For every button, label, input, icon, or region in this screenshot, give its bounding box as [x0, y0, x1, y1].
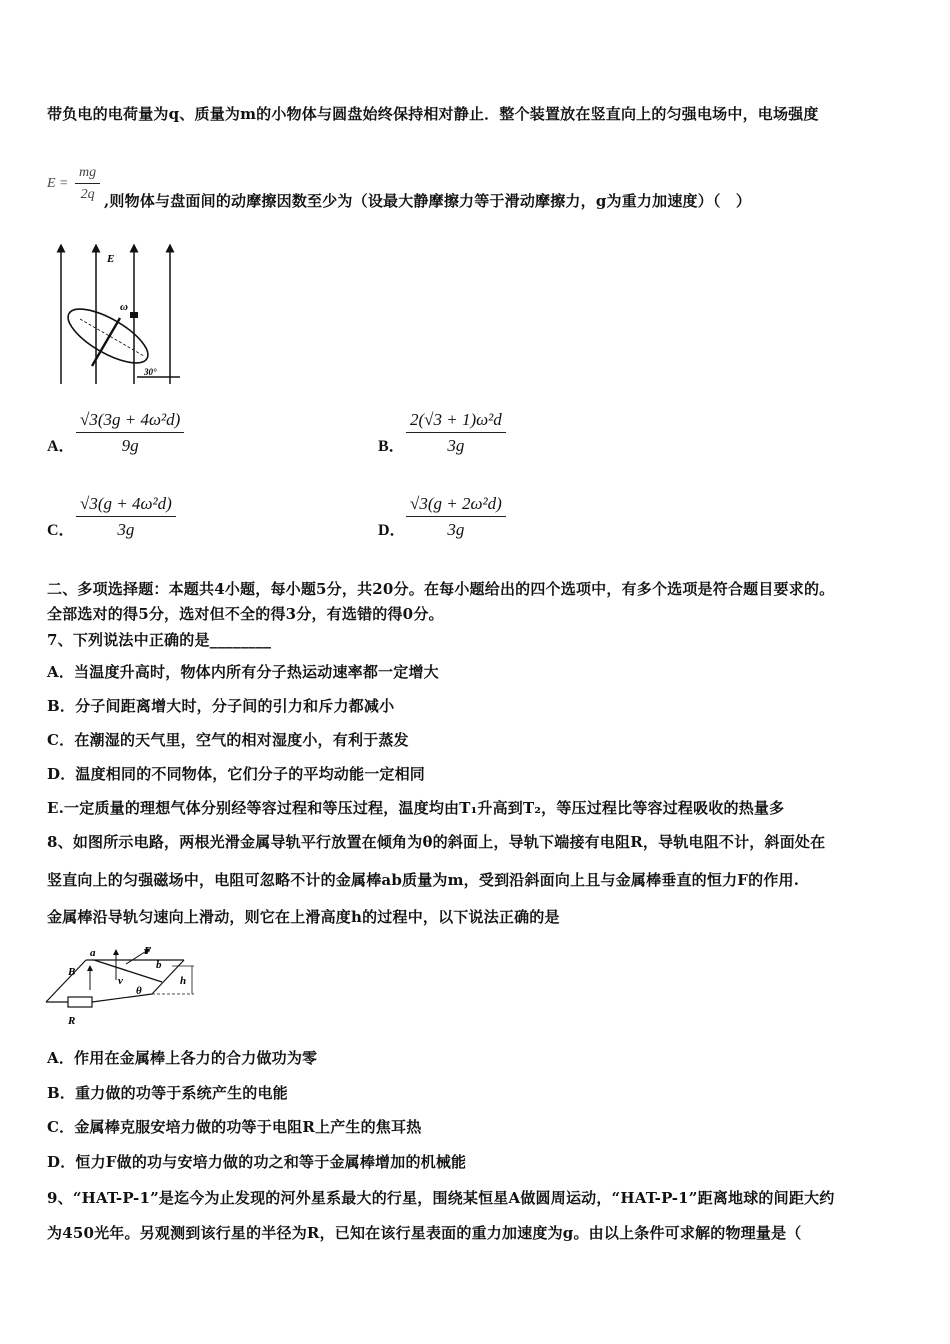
- q6-option-a-numerator: √3(3g + 4ω²d): [76, 410, 184, 433]
- q6-line2: ,则物体与盘面间的动摩擦因数至少为（设最大静摩擦力等于滑动摩擦力，g为重力加速度）（ ）: [104, 192, 752, 210]
- small-object: [130, 312, 138, 318]
- q7-option-e[interactable]: E.一定质量的理想气体分别经等容过程和等压过程，温度均由T₁升高到T₂，等压过程比等容过程吸收的热量多: [47, 799, 785, 817]
- q6-option-c-fraction[interactable]: [76, 494, 176, 540]
- disk-field-figure: [52, 244, 182, 389]
- q6-option-b-fraction[interactable]: [406, 410, 506, 456]
- q6-option-b-numerator: 2(√3 + 1)ω²d: [406, 410, 506, 433]
- q6-option-b-label: B．: [378, 438, 405, 455]
- q6-option-c-label: C．: [47, 522, 75, 539]
- label-theta: θ: [136, 985, 142, 997]
- q8-option-d[interactable]: D．恒力F做的功与安培力做的功之和等于金属棒增加的机械能: [47, 1153, 467, 1171]
- efield-fraction: [75, 165, 100, 203]
- q6-line1: 带负电的电荷量为q、质量为m的小物体与圆盘始终保持相对静止．整个装置放在竖直向上的匀强电场中，电场强度: [47, 105, 819, 123]
- q6-option-d-label: D．: [378, 522, 406, 539]
- label-h: h: [180, 975, 187, 987]
- q7-option-a[interactable]: A．当温度升高时，物体内所有分子热运动速率都一定增大: [47, 663, 439, 681]
- q7-option-d[interactable]: D．温度相同的不同物体，它们分子的平均动能一定相同: [47, 765, 426, 783]
- q8-option-a[interactable]: A．作用在金属棒上各力的合力做功为零: [47, 1049, 318, 1067]
- q6-option-c-numerator: √3(g + 4ω²d): [76, 494, 176, 517]
- resistor: [68, 997, 92, 1007]
- q6-option-a-label: A．: [47, 438, 75, 455]
- q6-option-d-numerator: √3(g + 2ω²d): [406, 494, 506, 517]
- omega-label: ω: [120, 301, 128, 313]
- q7-option-c[interactable]: C．在潮湿的天气里，空气的相对湿度小，有利于蒸发: [47, 731, 409, 749]
- efield-numerator: mg: [75, 165, 100, 184]
- q6-option-a-denominator: 9g: [121, 436, 139, 455]
- disk: [61, 299, 156, 373]
- q7-option-b[interactable]: B．分子间距离增大时，分子间的引力和斥力都减小: [47, 697, 395, 715]
- section2-line2: 全部选对的得5分，选对但不全的得3分，有选错的得0分。: [47, 605, 444, 623]
- rail-bottom-right: [92, 994, 152, 1002]
- q9-line1: 9、“HAT-P-1”是迄今为止发现的河外星系最大的行星，围绕某恒星A做圆周运动，“HAT-P-1”距离地球的间距大约: [47, 1189, 835, 1207]
- e-label: E: [107, 253, 115, 265]
- rail-left: [46, 960, 86, 1002]
- q7-stem: 7、下列说法中正确的是________: [47, 631, 272, 649]
- q6-option-b-denominator: 3g: [447, 436, 465, 455]
- q8-option-c[interactable]: C．金属棒克服安培力做的功等于电阻R上产生的焦耳热: [47, 1118, 422, 1136]
- label-b: b: [156, 959, 162, 971]
- label-R: R: [68, 1015, 76, 1027]
- rail-circuit-figure: [44, 942, 194, 1032]
- q8-line1: 8、如图所示电路，两根光滑金属导轨平行放置在倾角为θ的斜面上，导轨下端接有电阻R，导轨电阻不计，斜面处在: [47, 833, 826, 851]
- efield-lhs: E =: [47, 176, 69, 191]
- q8-option-b[interactable]: B．重力做的功等于系统产生的电能: [47, 1084, 288, 1102]
- q9-line2: 为450光年。另观测到该行星的半径为R，已知在该行星表面的重力加速度为g。由以上条件可求解的物理量是（: [47, 1224, 802, 1242]
- q6-option-d-denominator: 3g: [447, 520, 465, 539]
- q8-line2: 竖直向上的匀强磁场中，电阻可忽略不计的金属棒ab质量为m，受到沿斜面向上且与金属棒垂直的恒力F的作用.: [47, 871, 800, 889]
- label-v: v: [118, 975, 123, 987]
- angle-label: 30°: [144, 367, 157, 377]
- label-F: F: [144, 945, 152, 957]
- q6-option-d-fraction[interactable]: [406, 494, 506, 540]
- q8-line3: 金属棒沿导轨匀速向上滑动，则它在上滑高度h的过程中，以下说法正确的是: [47, 908, 560, 926]
- q6-option-a-fraction[interactable]: [76, 410, 184, 456]
- label-B: B: [68, 966, 76, 978]
- section2-line1: 二、多项选择题：本题共4小题，每小题5分，共20分。在每小题给出的四个选项中，有多个选项是符合题目要求的。: [47, 580, 835, 598]
- efield-denominator: 2q: [80, 187, 95, 202]
- q6-option-c-denominator: 3g: [117, 520, 135, 539]
- label-a: a: [90, 947, 96, 959]
